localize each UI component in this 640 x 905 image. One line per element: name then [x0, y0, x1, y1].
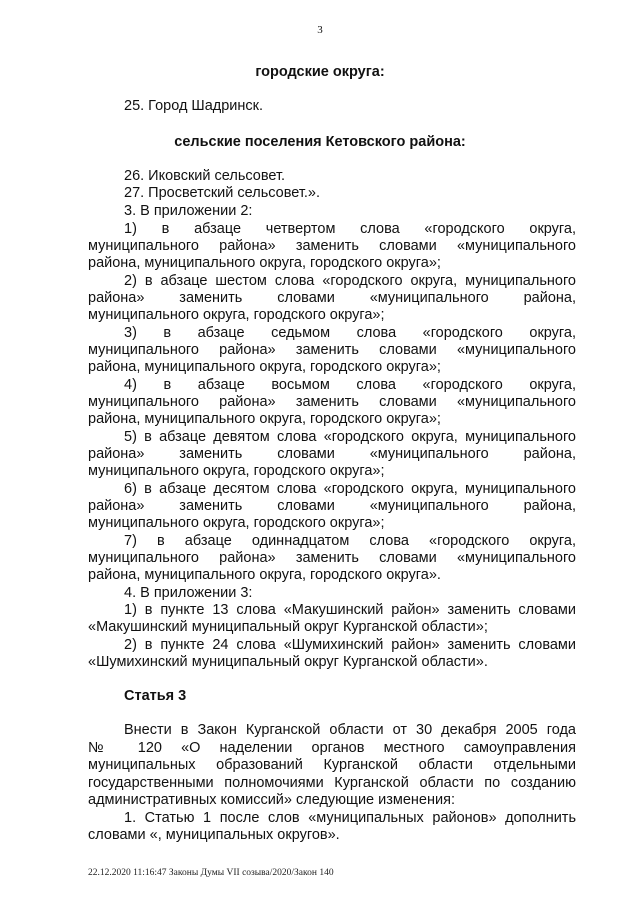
text-line: района» заменить словами «муниципального района, — [88, 290, 576, 306]
heading-city-districts: городские округа: — [255, 64, 385, 80]
text-line: 1) в абзаце четвертом слова «городского округа, — [124, 221, 576, 237]
text-line: административных комиссий» следующие изменения: — [88, 792, 455, 808]
text-line: 4) в абзаце восьмом слова «городского округа, — [124, 377, 576, 393]
text-line: 26. Иковский сельсовет. — [124, 168, 286, 184]
text-line: «Шумихинский муниципальный округ Курганской области». — [88, 654, 488, 670]
text-line: «Макушинский муниципальный округ Курганской области»; — [88, 619, 488, 635]
text-line: 2) в пункте 24 слова «Шумихинский район» заменить словами — [124, 637, 576, 653]
text-line: района» заменить словами «муниципального района, — [88, 498, 576, 514]
page-number: 3 — [317, 24, 323, 36]
text-line: 27. Просветский сельсовет.». — [124, 185, 321, 201]
text-line: 6) в абзаце десятом слова «городского округа, муниципального — [124, 481, 576, 497]
text-line: государственными полномочиями Курганской области по созданию — [88, 775, 576, 791]
footer-stamp: 22.12.2020 11:16:47 Законы Думы VII созыва/2020/Закон 140 — [88, 868, 334, 878]
text-line: 4. В приложении 3: — [124, 585, 253, 601]
article-title: Статья 3 — [124, 688, 187, 704]
text-line: 2) в абзаце шестом слова «городского округа, муниципального — [124, 273, 576, 289]
text-line: 3) в абзаце седьмом слова «городского округа, — [124, 325, 576, 341]
text-line: района, муниципального округа, городского округа»; — [88, 359, 441, 375]
text-line: муниципального района» заменить словами «муниципального — [88, 394, 576, 410]
text-line: 1) в пункте 13 слова «Макушинский район» заменить словами — [124, 602, 576, 618]
text-line: 1. Статью 1 после слов «муниципальных районов» дополнить — [124, 810, 576, 826]
text-line: муниципального района» заменить словами «муниципального — [88, 342, 576, 358]
text-line: муниципального округа, городского округа»; — [88, 515, 385, 531]
text-line: Внести в Закон Курганской области от 30 декабря 2005 года — [124, 722, 576, 738]
text-line: муниципального округа, городского округа»; — [88, 463, 385, 479]
text-line: района» заменить словами «муниципального района, — [88, 446, 576, 462]
text-line: муниципального округа, городского округа»; — [88, 307, 385, 323]
text-line: 25. Город Шадринск. — [124, 98, 264, 114]
text-line: 3. В приложении 2: — [124, 203, 253, 219]
text-line: 5) в абзаце девятом слова «городского округа, муниципального — [124, 429, 576, 445]
text-line: муниципальных образований Курганской области отдельными — [88, 757, 576, 773]
text-line: 7) в абзаце одиннадцатом слова «городского округа, — [124, 533, 576, 549]
heading-ketovsky: сельские поселения Кетовского района: — [174, 134, 466, 150]
text-line: района, муниципального округа, городского округа»; — [88, 255, 441, 271]
text-line: района, муниципального округа, городского округа»; — [88, 411, 441, 427]
text-line: муниципального района» заменить словами «муниципального — [88, 550, 576, 566]
text-line: района, муниципального округа, городского округа». — [88, 567, 441, 583]
text-line: словами «, муниципальных округов». — [88, 827, 340, 843]
text-line: муниципального района» заменить словами «муниципального — [88, 238, 576, 254]
text-line: № 120 «О наделении органов местного самоуправления — [88, 740, 576, 756]
